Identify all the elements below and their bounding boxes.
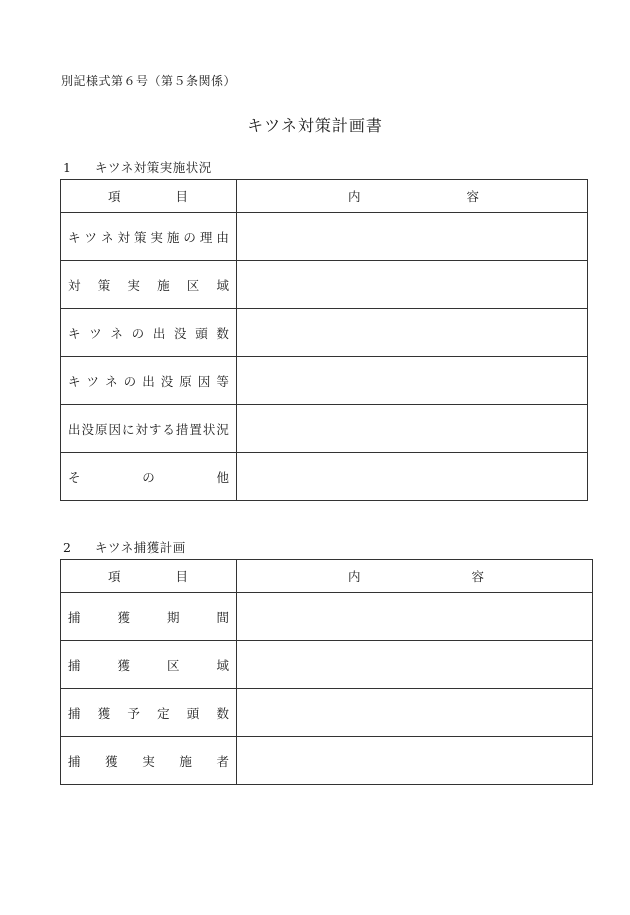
table-row bbox=[61, 453, 588, 501]
section1-item-label bbox=[61, 213, 237, 261]
section2-content-cell[interactable] bbox=[237, 689, 593, 737]
section2-item-label bbox=[61, 689, 237, 737]
section1-item-label-text: 出 没 原 因 に 対 す る 措 置 状 況 bbox=[68, 421, 229, 437]
section2-table-body bbox=[61, 593, 593, 785]
section1-item-label-text: 対 策 実 施 区 域 bbox=[68, 277, 229, 293]
table-row bbox=[61, 737, 593, 785]
section2-item-label bbox=[61, 737, 237, 785]
section1-heading bbox=[63, 158, 212, 176]
section2-content-cell[interactable] bbox=[237, 641, 593, 689]
section1-content-cell[interactable] bbox=[237, 453, 588, 501]
section2-content-cell[interactable] bbox=[237, 737, 593, 785]
section1-number: 1 bbox=[63, 160, 72, 175]
section1-item-label-text: キ ツ ネ の 出 没 原 因 等 bbox=[68, 373, 229, 389]
section1-content-cell[interactable] bbox=[237, 405, 588, 453]
header-content-char: 容 bbox=[471, 569, 484, 584]
table-row bbox=[61, 405, 588, 453]
section1-header-row bbox=[61, 180, 588, 213]
section1-table bbox=[60, 179, 588, 501]
section1-content-cell[interactable] bbox=[237, 213, 588, 261]
section1-heading-text: キツネ対策実施状況 bbox=[95, 160, 212, 175]
section1-content-cell[interactable] bbox=[237, 309, 588, 357]
section1-item-label bbox=[61, 309, 237, 357]
section1-content-cell[interactable] bbox=[237, 261, 588, 309]
table-row bbox=[61, 357, 588, 405]
section2-item-label-text: 捕 獲 実 施 者 bbox=[68, 753, 229, 769]
section2-item-label bbox=[61, 593, 237, 641]
section2-header-row bbox=[61, 560, 593, 593]
table-row bbox=[61, 593, 593, 641]
table-row bbox=[61, 309, 588, 357]
header-content-char: 内 bbox=[348, 189, 361, 204]
section1-item-label-text: キ ツ ネ の 出 没 頭 数 bbox=[68, 325, 229, 341]
section2-item-label-text: 捕 獲 期 間 bbox=[68, 609, 229, 625]
section2-heading-text: キツネ捕獲計画 bbox=[95, 540, 186, 555]
header-item-char: 目 bbox=[175, 569, 188, 584]
table-row bbox=[61, 641, 593, 689]
table-row bbox=[61, 689, 593, 737]
section2-table bbox=[60, 559, 593, 785]
section2-item-label-text: 捕 獲 予 定 頭 数 bbox=[68, 705, 229, 721]
table-row bbox=[61, 261, 588, 309]
section2-item-label bbox=[61, 641, 237, 689]
header-item-char: 項 bbox=[108, 189, 121, 204]
section1-header-content bbox=[237, 180, 588, 213]
section1-table-body bbox=[61, 213, 588, 501]
section2-content-cell[interactable] bbox=[237, 593, 593, 641]
section2-number: 2 bbox=[63, 540, 72, 555]
section1-header-item bbox=[61, 180, 237, 213]
form-number: 別記様式第６号（第５条関係） bbox=[61, 74, 237, 88]
section1-item-label bbox=[61, 405, 237, 453]
section1-item-label bbox=[61, 261, 237, 309]
section1-content-cell[interactable] bbox=[237, 357, 588, 405]
section1-item-label-text: そ の 他 bbox=[68, 469, 229, 485]
section1-item-label-text: キ ツ ネ 対 策 実 施 の 理 由 bbox=[68, 229, 229, 245]
header-content-char: 内 bbox=[348, 569, 361, 584]
section1-item-label bbox=[61, 453, 237, 501]
document-title: キツネ対策計画書 bbox=[247, 116, 383, 135]
section2-heading bbox=[63, 538, 186, 556]
header-item-char: 目 bbox=[175, 189, 188, 204]
section2-header-item bbox=[61, 560, 237, 593]
section2-header-content bbox=[237, 560, 593, 593]
table-row bbox=[61, 213, 588, 261]
section1-item-label bbox=[61, 357, 237, 405]
header-content-char: 容 bbox=[466, 189, 479, 204]
section2-item-label-text: 捕 獲 区 域 bbox=[68, 657, 229, 673]
header-item-char: 項 bbox=[108, 569, 121, 584]
